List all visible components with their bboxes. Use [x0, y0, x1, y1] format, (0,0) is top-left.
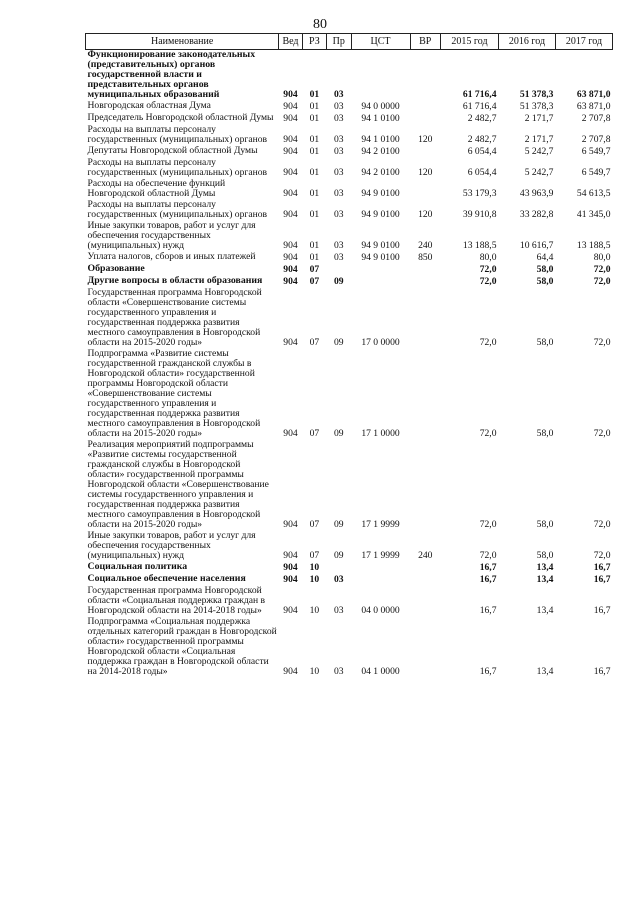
row-amount-2015: 72,0 — [479, 550, 497, 561]
row-amount-2017: 16,7 — [593, 562, 611, 573]
row-ved: 904 — [283, 188, 298, 199]
row-vr: 240 — [418, 550, 433, 561]
row-ved: 904 — [283, 574, 298, 585]
row-amount-2017: 2 707,8 — [581, 134, 611, 145]
row-amount-2015: 16,7 — [479, 574, 497, 585]
row-ved: 904 — [283, 666, 298, 677]
row-vr — [410, 113, 441, 125]
row-amount-2017: 72,0 — [593, 264, 611, 275]
row-amount-2017: 72,0 — [593, 550, 611, 561]
row-ved: 904 — [283, 167, 298, 178]
row-name: Иные закупки товаров, работ и услуг для обеспечения государственных (муниципальных) нужд — [87, 530, 256, 561]
table-row — [86, 125, 613, 146]
row-amount-2016: 13,4 — [536, 666, 554, 677]
row-pr: 03 — [334, 240, 344, 251]
row-name: Социальная политика — [87, 561, 188, 572]
row-cst: 17 0 0000 — [361, 337, 400, 348]
row-amount-2017: 80,0 — [593, 252, 611, 263]
header-name: Наименование — [86, 34, 279, 50]
row-amount-2016: 51 378,3 — [519, 89, 554, 100]
row-vr: 850 — [418, 252, 433, 263]
row-rz: 01 — [309, 134, 320, 145]
row-ved: 904 — [283, 550, 298, 561]
row-pr: 09 — [334, 337, 344, 348]
row-amount-2015: 16,7 — [479, 562, 497, 573]
row-ved: 904 — [283, 113, 298, 124]
row-amount-2016: 58,0 — [536, 428, 554, 439]
row-pr: 03 — [334, 113, 344, 124]
header-pr: Пр — [327, 34, 351, 50]
row-vr — [410, 349, 441, 440]
row-rz: 01 — [309, 101, 320, 112]
row-vr: 120 — [418, 167, 433, 178]
row-rz: 07 — [309, 428, 320, 439]
row-amount-2015: 39 910,8 — [462, 209, 497, 220]
row-amount-2016: 13,4 — [536, 605, 554, 616]
row-amount-2017: 63 871,0 — [576, 89, 611, 100]
row-amount-2017: 63 871,0 — [576, 101, 611, 112]
row-cst: 17 1 9999 — [361, 519, 400, 530]
row-amount-2015: 2 482,7 — [467, 113, 497, 124]
row-amount-2016: 58,0 — [536, 550, 554, 561]
row-ved: 904 — [283, 252, 298, 263]
row-name: Расходы на выплаты персоналу государственных (муниципальных) органов — [87, 199, 268, 220]
row-rz: 07 — [309, 337, 320, 348]
row-name: Расходы на обеспечение функций Новгородской областной Думы — [87, 178, 226, 199]
row-amount-2015: 16,7 — [479, 666, 497, 677]
header-vr: ВР — [410, 34, 441, 50]
row-rz: 01 — [309, 89, 320, 100]
row-rz: 01 — [309, 146, 320, 157]
row-name: Социальное обеспечение населения — [87, 573, 246, 584]
row-rz: 10 — [309, 605, 320, 616]
row-vr — [410, 101, 441, 113]
row-name: Иные закупки товаров, работ и услуг для обеспечения государственных (муниципальных) нужд — [87, 220, 256, 251]
table-row — [86, 200, 613, 221]
row-amount-2015: 61 716,4 — [462, 101, 497, 112]
row-amount-2015: 16,7 — [479, 605, 497, 616]
row-rz: 10 — [309, 562, 320, 573]
budget-table — [85, 33, 613, 678]
row-pr: 03 — [334, 252, 344, 263]
row-name: Депутаты Новгородской областной Думы — [87, 145, 258, 156]
row-amount-2017: 41 345,0 — [576, 209, 611, 220]
row-name: Расходы на выплаты персоналу государственных (муниципальных) органов — [87, 124, 268, 145]
row-name: Расходы на выплаты персоналу государственных (муниципальных) органов — [87, 157, 268, 178]
row-cst: 04 1 0000 — [361, 666, 400, 677]
row-amount-2015: 72,0 — [479, 428, 497, 439]
row-ved: 904 — [283, 519, 298, 530]
row-rz: 01 — [309, 167, 320, 178]
row-rz: 01 — [309, 113, 320, 124]
row-amount-2016: 58,0 — [536, 519, 554, 530]
row-pr: 03 — [334, 101, 344, 112]
row-amount-2017: 13 188,5 — [576, 240, 611, 251]
row-amount-2016: 33 282,8 — [519, 209, 554, 220]
row-vr — [410, 562, 441, 574]
row-cst: 17 1 9999 — [361, 550, 400, 561]
row-amount-2016: 13,4 — [536, 562, 554, 573]
table-row — [86, 252, 613, 264]
row-pr: 03 — [334, 605, 344, 616]
row-amount-2016: 58,0 — [536, 264, 554, 275]
row-name: Государственная программа Новгородской области «Совершенствование системы государственного управления и государственная поддержка развития местного самоуправления в Новгородской области на 2015-2020 годы» — [87, 287, 262, 348]
row-cst: 94 1 0100 — [361, 134, 400, 145]
row-ved: 904 — [283, 240, 298, 251]
row-cst: 94 9 0100 — [361, 188, 400, 199]
row-vr: 120 — [418, 134, 433, 145]
row-amount-2016: 51 378,3 — [519, 101, 554, 112]
header-rz: РЗ — [302, 34, 326, 50]
row-name: Уплата налогов, сборов и иных платежей — [87, 251, 256, 262]
row-name: Новгородская областная Дума — [87, 100, 211, 111]
row-vr: 120 — [418, 209, 433, 220]
row-amount-2015: 72,0 — [479, 264, 497, 275]
row-ved: 904 — [283, 562, 298, 573]
row-amount-2017: 16,7 — [593, 666, 611, 677]
row-rz: 10 — [309, 666, 320, 677]
header-2015: 2015 год — [441, 34, 499, 50]
row-amount-2017: 6 549,7 — [581, 167, 611, 178]
row-name: Образование — [87, 263, 145, 274]
row-amount-2016: 2 171,7 — [524, 113, 554, 124]
row-pr: 03 — [334, 146, 344, 157]
row-amount-2015: 2 482,7 — [467, 134, 497, 145]
row-amount-2015: 53 179,3 — [462, 188, 497, 199]
row-amount-2015: 72,0 — [479, 337, 497, 348]
table-row — [86, 179, 613, 200]
row-pr: 09 — [334, 428, 344, 439]
row-cst: 94 0 0000 — [361, 101, 400, 112]
row-amount-2015: 13 188,5 — [462, 240, 497, 251]
row-vr — [410, 50, 441, 102]
row-amount-2017: 72,0 — [593, 428, 611, 439]
row-cst: 94 9 0100 — [361, 252, 400, 263]
table-header-row — [86, 34, 613, 50]
row-pr: 03 — [334, 666, 344, 677]
row-ved: 904 — [283, 209, 298, 220]
page-number: 80 — [313, 17, 327, 32]
header-2017: 2017 год — [555, 34, 612, 50]
row-pr: 03 — [334, 188, 344, 199]
row-amount-2016: 5 242,7 — [524, 146, 554, 157]
table-row — [86, 349, 613, 440]
row-cst — [351, 264, 410, 276]
row-ved: 904 — [283, 264, 298, 275]
row-vr — [410, 276, 441, 288]
row-cst: 94 9 0100 — [361, 240, 400, 251]
row-ved: 904 — [283, 605, 298, 616]
row-vr — [410, 440, 441, 531]
row-pr: 03 — [334, 89, 344, 100]
row-amount-2016: 58,0 — [536, 276, 554, 287]
row-vr — [410, 179, 441, 200]
row-amount-2017: 16,7 — [593, 574, 611, 585]
row-amount-2017: 72,0 — [593, 337, 611, 348]
row-vr — [410, 617, 441, 678]
header-cst: ЦСТ — [351, 34, 410, 50]
row-pr: 03 — [334, 134, 344, 145]
row-name: Государственная программа Новгородской области «Социальная поддержка граждан в Новгородской области на 2014-2018 годы» — [87, 585, 266, 616]
row-amount-2015: 61 716,4 — [462, 89, 497, 100]
row-pr: 03 — [334, 209, 344, 220]
row-amount-2016: 10 616,7 — [519, 240, 554, 251]
row-rz: 01 — [309, 188, 320, 199]
row-ved: 904 — [283, 101, 298, 112]
row-name: Председатель Новгородской областной Думы — [87, 112, 274, 123]
row-cst: 94 1 0100 — [361, 113, 400, 124]
row-rz: 01 — [309, 209, 320, 220]
row-amount-2015: 80,0 — [479, 252, 497, 263]
row-vr — [410, 574, 441, 586]
row-rz: 07 — [309, 276, 320, 287]
row-cst: 17 1 0000 — [361, 428, 400, 439]
row-amount-2015: 6 054,4 — [467, 167, 497, 178]
row-ved: 904 — [283, 276, 298, 287]
row-amount-2017: 72,0 — [593, 276, 611, 287]
row-amount-2016: 43 963,9 — [519, 188, 554, 199]
row-vr — [410, 264, 441, 276]
row-vr: 240 — [418, 240, 433, 251]
header-2016: 2016 год — [499, 34, 556, 50]
row-cst: 94 2 0100 — [361, 167, 400, 178]
row-vr — [410, 146, 441, 158]
table-row — [86, 586, 613, 617]
row-cst: 94 2 0100 — [361, 146, 400, 157]
row-name: Подпрограмма «Развитие системы государственной гражданской службы в Новгородской области» государственной программы Новгородской области «Совершенствование системы государственного управления и государственная поддержка развития местного самоуправления в Новгородской области на 2015-2020 годы» — [87, 348, 261, 439]
table-row — [86, 617, 613, 678]
row-cst — [351, 276, 410, 288]
row-rz: 07 — [309, 264, 320, 275]
table-row — [86, 440, 613, 531]
row-ved: 904 — [283, 428, 298, 439]
table-row — [86, 288, 613, 349]
row-name: Подпрограмма «Социальная поддержка отдельных категорий граждан в Новгородской области» государственной программы Новгородской области «Социальная поддержка граждан в Новгородской области на 2014-2018 годы» — [87, 616, 277, 677]
row-name: Функционирование законодательных (представительных) органов государственной власти и представительных органов муниципальных образований — [87, 49, 256, 100]
row-cst: 94 9 0100 — [361, 209, 400, 220]
table-row — [86, 158, 613, 179]
row-vr — [410, 288, 441, 349]
row-amount-2015: 72,0 — [479, 276, 497, 287]
table-row — [86, 221, 613, 252]
row-amount-2016: 2 171,7 — [524, 134, 554, 145]
row-pr: 09 — [334, 276, 344, 287]
row-rz: 10 — [309, 574, 320, 585]
row-cst: 04 0 0000 — [361, 605, 400, 616]
row-amount-2016: 13,4 — [536, 574, 554, 585]
table-body — [86, 50, 613, 679]
row-pr — [327, 562, 351, 574]
row-amount-2017: 16,7 — [593, 605, 611, 616]
row-pr: 03 — [334, 167, 344, 178]
row-rz: 07 — [309, 550, 320, 561]
row-pr: 09 — [334, 550, 344, 561]
row-rz: 07 — [309, 519, 320, 530]
row-ved: 904 — [283, 134, 298, 145]
row-amount-2017: 2 707,8 — [581, 113, 611, 124]
row-amount-2015: 6 054,4 — [467, 146, 497, 157]
row-amount-2017: 54 613,5 — [576, 188, 611, 199]
row-cst — [351, 562, 410, 574]
row-rz: 01 — [309, 252, 320, 263]
row-pr: 09 — [334, 519, 344, 530]
row-rz: 01 — [309, 240, 320, 251]
row-pr: 03 — [334, 574, 344, 585]
row-ved: 904 — [283, 89, 298, 100]
row-name: Другие вопросы в области образования — [87, 275, 263, 286]
table-row — [86, 50, 613, 102]
row-vr — [410, 586, 441, 617]
row-amount-2016: 64,4 — [536, 252, 554, 263]
row-amount-2015: 72,0 — [479, 519, 497, 530]
row-amount-2016: 5 242,7 — [524, 167, 554, 178]
row-ved: 904 — [283, 337, 298, 348]
table-row — [86, 531, 613, 562]
row-ved: 904 — [283, 146, 298, 157]
row-cst — [351, 574, 410, 586]
row-pr — [327, 264, 351, 276]
row-amount-2016: 58,0 — [536, 337, 554, 348]
row-cst — [351, 50, 410, 102]
row-name: Реализация мероприятий подпрограммы «Развитие системы государственной гражданской службы в Новгородской области» государственной программы Новгородской области «Совершенствование системы государственного управления и государственная поддержка развития местного самоуправления в Новгородской области на 2015-2020 годы» — [87, 439, 269, 530]
row-amount-2017: 6 549,7 — [581, 146, 611, 157]
row-amount-2017: 72,0 — [593, 519, 611, 530]
header-ved: Вед — [279, 34, 302, 50]
